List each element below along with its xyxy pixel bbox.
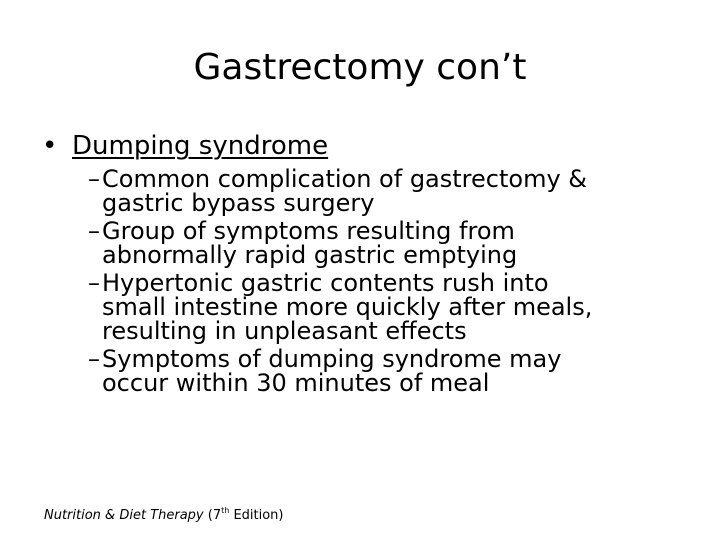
sub-bullet-marker: – — [88, 217, 100, 245]
sub-bullet-list — [40, 167, 680, 395]
bullet-dumping-syndrome — [40, 128, 680, 164]
sub-bullet-line: Group of symptoms resulting from — [102, 217, 515, 245]
bullet-marker: • — [42, 131, 58, 161]
sub-bullet-line: occur within 30 minutes of meal — [102, 369, 490, 397]
footer-edition-open: (7 — [207, 508, 222, 523]
sub-bullet-marker: – — [88, 345, 100, 373]
footer-citation — [44, 507, 284, 525]
slide-content — [40, 128, 680, 399]
footer-edition-sup: th — [221, 506, 230, 515]
sub-bullet-hypertonic-contents — [40, 271, 680, 343]
slide-title: Gastrectomy con’t — [193, 47, 527, 88]
sub-bullet-marker: – — [88, 269, 100, 297]
sub-bullet-line: Common complication of gastrectomy & — [102, 165, 587, 193]
sub-bullet-line: small intestine more quickly after meals, — [102, 293, 593, 321]
sub-bullet-line: abnormally rapid gastric emptying — [102, 241, 518, 269]
sub-bullet-symptoms-timing — [40, 347, 680, 395]
sub-bullet-group-of-symptoms — [40, 219, 680, 267]
footer-book-title: Nutrition & Diet Therapy — [44, 508, 204, 523]
sub-bullet-line: resulting in unpleasant effects — [102, 317, 467, 345]
footer-edition-close: Edition) — [229, 508, 284, 523]
sub-bullet-common-complication — [40, 167, 680, 215]
sub-bullet-marker: – — [88, 165, 100, 193]
sub-bullet-line: Hypertonic gastric contents rush into — [102, 269, 549, 297]
sub-bullet-line: Symptoms of dumping syndrome may — [102, 345, 562, 373]
sub-bullet-line: gastric bypass surgery — [102, 189, 375, 217]
bullet-text: Dumping syndrome — [72, 131, 329, 161]
